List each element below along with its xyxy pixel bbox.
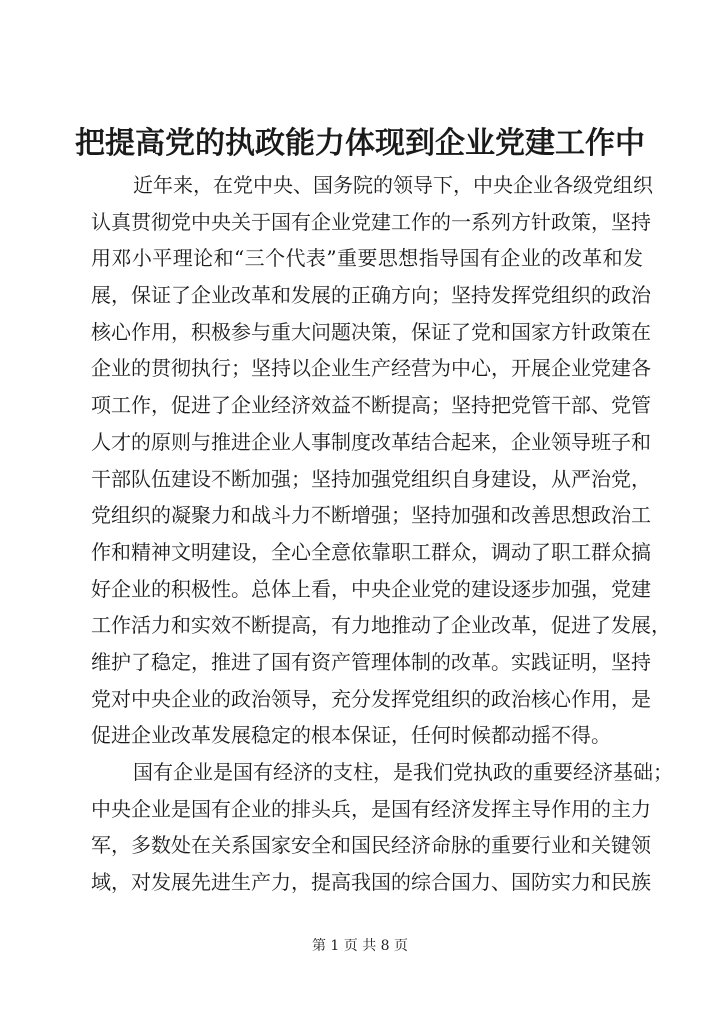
paragraph-1-line-4: 展，保证了企业改革和发展的正确方向；坚持发挥党组织的政治 [91,283,651,308]
document-title: 把提高党的执政能力体现到企业党建工作中 [75,126,645,161]
paragraph-1-line-7: 项工作，促进了企业经济效益不断提高；坚持把党管干部、党管 [91,393,651,418]
paragraph-1-line-11: 作和精神文明建设，全心全意依靠职工群众，调动了职工群众搞 [91,539,651,564]
paragraph-1-line-1: 近年来，在党中央、国务院的领导下，中央企业各级党组织 [133,173,653,197]
paragraph-2-line-2: 中央企业是国有企业的排头兵，是国有经济发挥主导作用的主力 [91,796,651,821]
paragraph-1-line-5: 核心作用，积极参与重大问题决策，保证了党和国家方针政策在 [91,319,651,344]
paragraph-2-line-3: 军，多数处在关系国家安全和国民经济命脉的重要行业和关键领 [91,833,651,858]
paragraph-1-line-8: 人才的原则与推进企业人事制度改革结合起来，企业领导班子和 [91,429,651,454]
paragraph-1-line-6: 企业的贯彻执行；坚持以企业生产经营为中心，开展企业党建各 [91,356,651,381]
paragraph-1-line-14: 维护了稳定，推进了国有资产管理体制的改革。实践证明，坚持 [91,649,651,674]
paragraph-1-line-10: 党组织的凝聚力和战斗力不断增强；坚持加强和改善思想政治工 [91,503,651,528]
paragraph-2-line-1: 国有企业是国有经济的支柱，是我们党执政的重要经济基础； [133,760,673,784]
paragraph-1-line-3: 用邓小平理论和“三个代表”重要思想指导国有企业的改革和发 [91,246,643,271]
paragraph-1-line-2: 认真贯彻党中央关于国有企业党建工作的一系列方针政策，坚持 [91,209,651,234]
paragraph-2-line-4: 域，对发展先进生产力，提高我国的综合国力、国防实力和民族 [91,870,651,895]
paragraph-1-line-9: 干部队伍建设不断加强；坚持加强党组织自身建设，从严治党， [91,466,651,491]
paragraph-1-line-13: 工作活力和实效不断提高，有力地推动了企业改革，促进了发展， [91,613,671,638]
paragraph-1-line-15: 党对中央企业的政治领导，充分发挥党组织的政治核心作用，是 [91,686,651,711]
page-number-footer: 第 1 页 共 8 页 [311,938,409,954]
paragraph-1-line-16: 促进企业改革发展稳定的根本保证，任何时候都动摇不得。 [91,723,611,748]
document-body [91,167,673,901]
paragraph-1-line-12: 好企业的积极性。总体上看，中央企业党的建设逐步加强，党建 [91,576,651,601]
